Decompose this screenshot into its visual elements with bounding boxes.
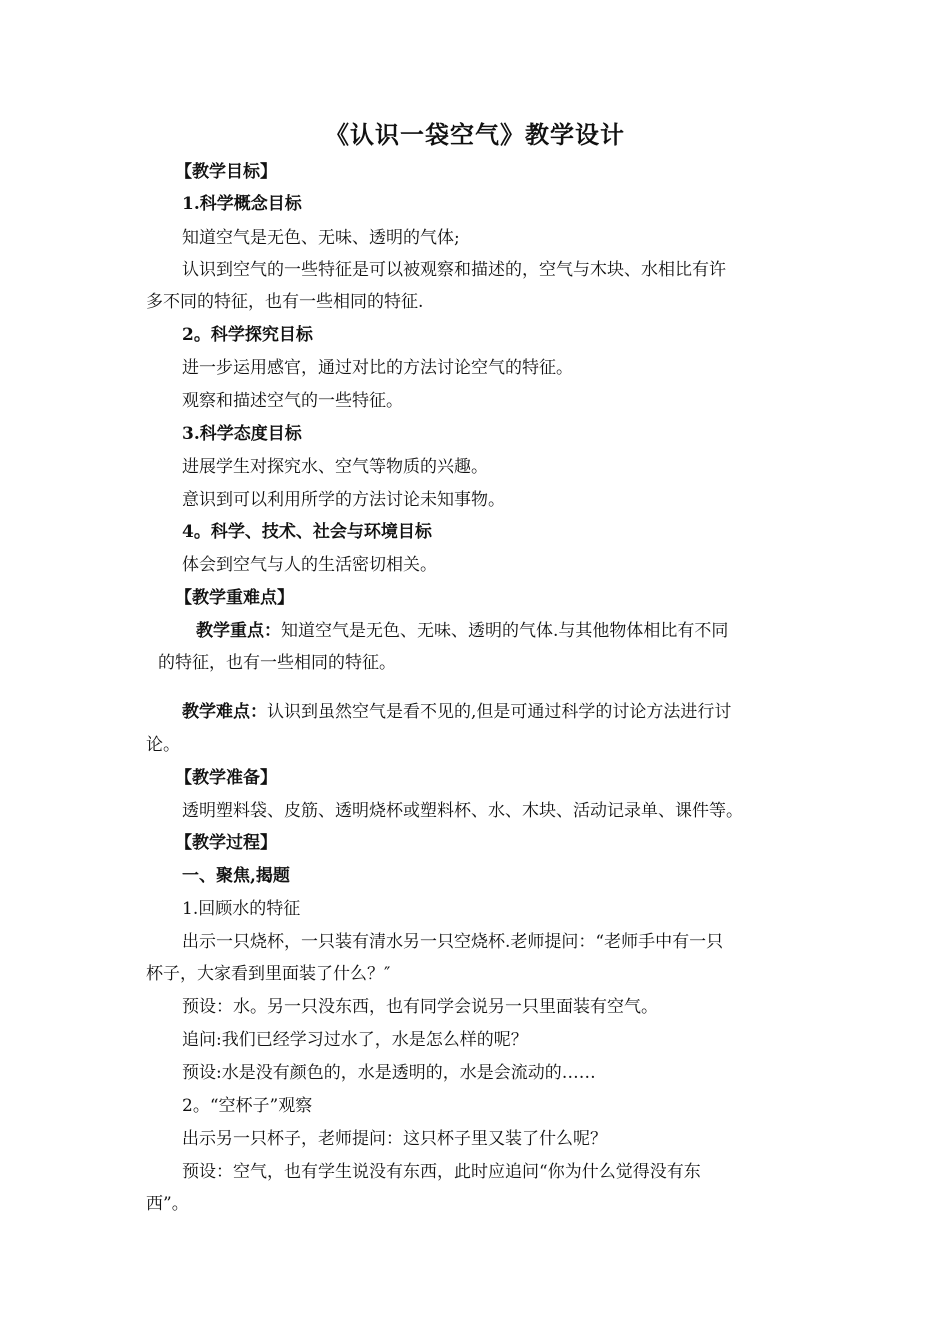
section1-heading: 一、聚焦,揭题 bbox=[182, 866, 290, 886]
keypoint-line2: 的特征，也有一些相同的特征。 bbox=[158, 653, 396, 673]
goal3-text-1: 进展学生对探究水、空气等物质的兴趣。 bbox=[182, 457, 488, 477]
goals-heading: 【教学目标】 bbox=[175, 162, 277, 182]
process-text-3: 追问:我们已经学习过水了，水是怎么样的呢？ bbox=[182, 1030, 528, 1050]
process-text-6-line1: 预设：空气，也有学生说没有东西，此时应追问“你为什么觉得没有东 bbox=[182, 1162, 701, 1182]
step2-heading: 2。“空杯子”观察 bbox=[182, 1096, 313, 1116]
process-heading: 【教学过程】 bbox=[175, 833, 277, 853]
process-text-5: 出示另一只杯子，老师提问：这只杯子里又装了什么呢？ bbox=[182, 1129, 607, 1149]
process-text-1-line2: 杯子，大家看到里面装了什么？″ bbox=[146, 964, 391, 984]
process-text-1-line1: 出示一只烧杯，一只装有清水另一只空烧杯.老师提问：“老师手中有一只 bbox=[182, 932, 724, 952]
prep-heading: 【教学准备】 bbox=[175, 768, 277, 788]
goal3-heading: 3.科学态度目标 bbox=[182, 424, 302, 444]
difficulty-line2: 论。 bbox=[146, 735, 180, 755]
goal1-text-1: 知道空气是无色、无味、透明的气体; bbox=[182, 228, 460, 248]
keypoint-line1 bbox=[196, 619, 728, 643]
goal2-heading: 2。科学探究目标 bbox=[182, 325, 313, 345]
prep-text: 透明塑料袋、皮筋、透明烧杯或塑料杯、水、木块、活动记录单、课件等。 bbox=[182, 801, 743, 821]
goal1-heading: 1.科学概念目标 bbox=[182, 194, 302, 214]
goal2-text-1: 进一步运用感官，通过对比的方法讨论空气的特征。 bbox=[182, 358, 573, 378]
document-title: 《认识一袋空气》教学设计 bbox=[325, 120, 625, 149]
difficulty-line1 bbox=[182, 700, 731, 724]
keypoint-label: 教学重点： bbox=[196, 621, 281, 641]
step1-heading: 1.回顾水的特征 bbox=[182, 899, 301, 919]
goal2-text-2: 观察和描述空气的一些特征。 bbox=[182, 391, 403, 411]
difficulty-text: 认识到虽然空气是看不见的,但是可通过科学的讨论方法进行讨 bbox=[267, 702, 732, 722]
process-text-6-line2: 西”。 bbox=[146, 1194, 189, 1214]
goal4-text-1: 体会到空气与人的生活密切相关。 bbox=[182, 555, 437, 575]
goal1-text-2-line1: 认识到空气的一些特征是可以被观察和描述的，空气与木块、水相比有许 bbox=[182, 260, 726, 280]
goal3-text-2: 意识到可以利用所学的方法讨论未知事物。 bbox=[182, 490, 505, 510]
goal1-text-2-line2: 多不同的特征，也有一些相同的特征. bbox=[146, 292, 424, 312]
process-text-4: 预设:水是没有颜色的，水是透明的，水是会流动的…… bbox=[182, 1063, 596, 1083]
goal4-heading: 4。科学、技术、社会与环境目标 bbox=[182, 522, 432, 542]
keypoint-text: 知道空气是无色、无味、透明的气体.与其他物体相比有不同 bbox=[281, 621, 729, 641]
process-text-2: 预设：水。另一只没东西，也有同学会说另一只里面装有空气。 bbox=[182, 997, 658, 1017]
difficulty-label: 教学难点： bbox=[182, 702, 267, 722]
keypoints-heading: 【教学重难点】 bbox=[175, 588, 294, 608]
